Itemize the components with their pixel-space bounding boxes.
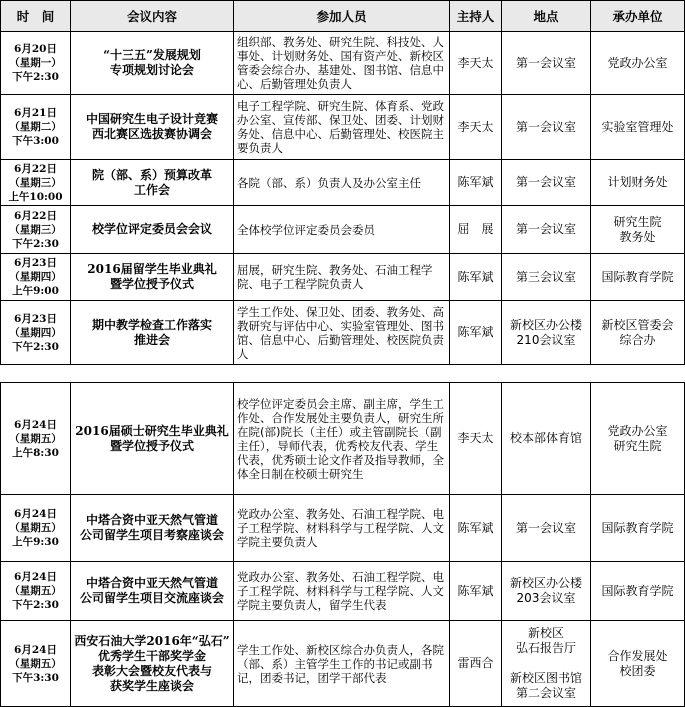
time-date: 6月24日 <box>14 508 57 520</box>
organizer-line: 国际教育学院 <box>601 583 674 598</box>
topic-line: “十三五”发展规划 <box>103 48 201 62</box>
place-line: 210会议室 <box>516 332 576 347</box>
organizer <box>591 32 685 95</box>
organizer-line: 校团委 <box>619 663 656 678</box>
host: 雷西合 <box>450 621 502 707</box>
attendees: 学生工作处、新校区综合办负责人，各院（部、系）主管学生工作的书记或副书记，团委书记，团学干部代表 <box>234 621 450 707</box>
time-date: 6月23日 <box>14 257 57 269</box>
time-week: （星期五） <box>9 585 62 597</box>
meeting-time <box>1 621 71 707</box>
topic-line: 公司留学生项目交流座谈会 <box>79 591 224 605</box>
attendees: 电子工程学院、研究生院、体育系、党政办公室、宣传部、保卫处、团委、计划财务处、信息中心、后勤管理处、校医院主要负责人 <box>234 95 450 160</box>
meeting-topic <box>71 621 234 707</box>
attendees: 党政办公室、教务处、石油工程学院、电子工程学院、材料科学与工程学院、人文学院主要负责人 <box>234 495 450 562</box>
place <box>502 301 591 365</box>
time-time: 下午2:30 <box>12 237 59 250</box>
attendees: 学生工作处、保卫处、团委、教务处、高教研究与评估中心、实验室管理处、图书馆、信息中心、后勤管理处、校医院负责人 <box>234 301 450 365</box>
place-line: 第一会议室 <box>515 175 576 189</box>
organizer-line: 党政办公室 <box>607 55 668 70</box>
host: 陈军斌 <box>450 495 502 562</box>
attendees: 组织部、教务处、研究生院、科技处、人事处、计划财务处、国有资产处、新校区管委会综合办、基建处、图书馆、信息中心、后勤管理处负责人 <box>234 32 450 95</box>
topic-line: 期中教学检查工作落实 <box>91 317 212 332</box>
organizer <box>591 254 685 301</box>
place-line: 第一会议室 <box>515 520 576 535</box>
place-line: 新校区图书馆 <box>509 671 582 685</box>
organizer-line: 党政办公室 <box>607 423 668 438</box>
time-week: （星期五） <box>9 432 62 445</box>
time-week: （星期四） <box>9 326 62 339</box>
place-line: 第一会议室 <box>515 55 576 70</box>
organizer <box>591 301 685 365</box>
meeting-topic <box>71 95 234 160</box>
place-line <box>505 656 587 671</box>
table-row <box>1 495 685 562</box>
place <box>502 206 591 254</box>
organizer-line: 计划财务处 <box>607 175 668 189</box>
host: 李天太 <box>450 95 502 160</box>
time-date: 6月24日 <box>14 571 57 583</box>
organizer <box>591 206 685 254</box>
time-date: 6月20日 <box>14 43 57 55</box>
time-time: 上午10:00 <box>8 190 63 203</box>
place <box>502 495 591 562</box>
topic-line: 专项规划讨论会 <box>109 63 194 77</box>
topic-line: 2016届硕士研究生毕业典礼 <box>75 423 229 438</box>
header-time: 时 间 <box>1 1 71 32</box>
topic-line: 表彰大会暨校友代表与 <box>91 663 212 678</box>
table-row <box>1 95 685 160</box>
time-week: （星期二） <box>9 121 62 133</box>
attendees: 各院（部、系）负责人及办公室主任 <box>234 160 450 206</box>
attendees: 全体校学位评定委员会委员 <box>234 206 450 254</box>
meeting-topic <box>71 562 234 621</box>
topic-line: 暨学位授予仪式 <box>109 438 194 453</box>
meeting-time <box>1 32 71 95</box>
place <box>502 160 591 206</box>
place <box>502 621 591 707</box>
time-time: 上午9:30 <box>12 536 59 548</box>
meeting-topic <box>71 206 234 254</box>
place <box>502 95 591 160</box>
table-row <box>1 254 685 301</box>
attendees: 校学位评定委员会主席、副主席，学生工作处、合作发展处主要负责人，研究生所在院(部)院长（主任）或主管副院长（副主任），导师代表，优秀校友代表、学生代表，优秀硕士论文作者及指导教师，全体全日制在校硕士研究生 <box>234 383 450 495</box>
meeting-time <box>1 301 71 365</box>
time-week: （星期四） <box>9 271 62 283</box>
table-row <box>1 301 685 365</box>
table-row <box>1 621 685 707</box>
header-row <box>1 1 685 32</box>
time-date: 6月23日 <box>14 312 57 325</box>
meeting-topic <box>71 160 234 206</box>
meeting-topic <box>71 383 234 495</box>
place-line: 弘石报告厅 <box>515 641 576 655</box>
place-line: 新校区办公楼 <box>509 317 582 332</box>
host: 陈军斌 <box>450 254 502 301</box>
attendees: 屈展，研究生院、教务处、石油工程学院、电子工程学院负责人 <box>234 254 450 301</box>
place-line: 新校区办公楼 <box>509 576 582 590</box>
place-line: 第三会议室 <box>515 269 576 284</box>
organizer <box>591 562 685 621</box>
host: 陈军斌 <box>450 160 502 206</box>
topic-line: 中国研究生电子设计竞赛 <box>85 112 218 126</box>
header-topic: 会议内容 <box>71 1 234 32</box>
organizer-line: 研究生院 <box>613 438 662 453</box>
organizer-line: 综合办 <box>619 332 656 347</box>
time-week: （星期五） <box>9 657 62 670</box>
time-week: （星期五） <box>9 522 62 534</box>
place-line: 校本部体育馆 <box>509 431 582 445</box>
organizer <box>591 160 685 206</box>
header-place: 地点 <box>502 1 591 32</box>
time-date: 6月24日 <box>14 643 57 656</box>
table-row <box>1 206 685 254</box>
organizer <box>591 383 685 495</box>
topic-line: 中塔合资中亚天然气管道 <box>85 576 218 590</box>
topic-line: 获奖学生座谈会 <box>109 678 194 693</box>
table-row <box>1 562 685 621</box>
topic-line: 2016届留学生毕业典礼 <box>87 262 217 276</box>
topic-line: 西安石油大学2016年“弘石” <box>74 633 230 648</box>
attendees: 党政办公室、教务处、石油工程学院、电子工程学院、材料科学与工程学院、人文学院主要负责人，留学生代表 <box>234 562 450 621</box>
host: 屈 展 <box>450 206 502 254</box>
time-week: （星期一） <box>9 57 62 69</box>
meeting-topic <box>71 301 234 365</box>
organizer-line: 国际教育学院 <box>601 520 674 535</box>
topic-line: 工作会 <box>133 182 170 197</box>
time-week: （星期三） <box>9 223 62 236</box>
meeting-topic <box>71 32 234 95</box>
time-week: （星期三） <box>9 176 62 189</box>
topic-line: 推进会 <box>133 332 170 347</box>
topic-line: 公司留学生项目考察座谈会 <box>79 528 224 542</box>
place-line: 新校区 <box>527 626 564 640</box>
time-date: 6月22日 <box>14 162 57 175</box>
organizer-line: 合作发展处 <box>607 648 668 663</box>
meeting-time <box>1 383 71 495</box>
meeting-time <box>1 206 71 254</box>
schedule-table-bottom <box>0 382 685 707</box>
host: 陈军斌 <box>450 562 502 621</box>
time-time: 下午2:30 <box>12 340 59 353</box>
meeting-topic <box>71 495 234 562</box>
table-row <box>1 383 685 495</box>
organizer <box>591 621 685 707</box>
organizer-line: 教务处 <box>619 229 656 244</box>
meeting-time <box>1 160 71 206</box>
meeting-time <box>1 254 71 301</box>
time-time: 下午3:00 <box>12 135 59 147</box>
time-time: 上午8:30 <box>12 446 59 459</box>
meeting-time <box>1 495 71 562</box>
topic-line: 优秀学生干部奖学金 <box>97 648 206 663</box>
organizer-line: 实验室管理处 <box>601 119 674 134</box>
topic-line: 西北赛区选拔赛协调会 <box>91 127 212 141</box>
time-date: 6月24日 <box>14 418 57 431</box>
time-date: 6月22日 <box>14 209 57 222</box>
place-line: 第二会议室 <box>515 686 576 700</box>
topic-line: 暨学位授予仪式 <box>109 277 194 291</box>
organizer-line: 国际教育学院 <box>601 269 674 284</box>
topic-line: 校学位评定委员会会议 <box>91 222 212 236</box>
table-row <box>1 160 685 206</box>
meeting-time <box>1 95 71 160</box>
time-time: 下午2:30 <box>12 599 59 611</box>
organizer-line: 研究生院 <box>613 214 662 229</box>
header-attendees: 参加人员 <box>234 1 450 32</box>
header-host: 主持人 <box>450 1 502 32</box>
meeting-time <box>1 562 71 621</box>
topic-line: 院（部、系）预算改革 <box>91 167 212 182</box>
place-line: 第一会议室 <box>515 222 576 236</box>
place <box>502 32 591 95</box>
table-row <box>1 32 685 95</box>
topic-line: 中塔合资中亚天然气管道 <box>85 513 218 527</box>
place <box>502 562 591 621</box>
place-line: 第一会议室 <box>515 119 576 134</box>
place <box>502 254 591 301</box>
time-time: 下午3:30 <box>12 671 59 684</box>
host: 陈军斌 <box>450 301 502 365</box>
organizer <box>591 95 685 160</box>
host: 李天太 <box>450 32 502 95</box>
place-line: 203会议室 <box>516 591 576 605</box>
place <box>502 383 591 495</box>
organizer <box>591 495 685 562</box>
host: 李天太 <box>450 383 502 495</box>
organizer-line: 新校区管委会 <box>601 317 674 332</box>
meeting-topic <box>71 254 234 301</box>
time-time: 上午9:00 <box>12 285 59 297</box>
header-organizer: 承办单位 <box>591 1 685 32</box>
time-time: 下午2:30 <box>12 71 59 83</box>
time-date: 6月21日 <box>14 107 57 119</box>
